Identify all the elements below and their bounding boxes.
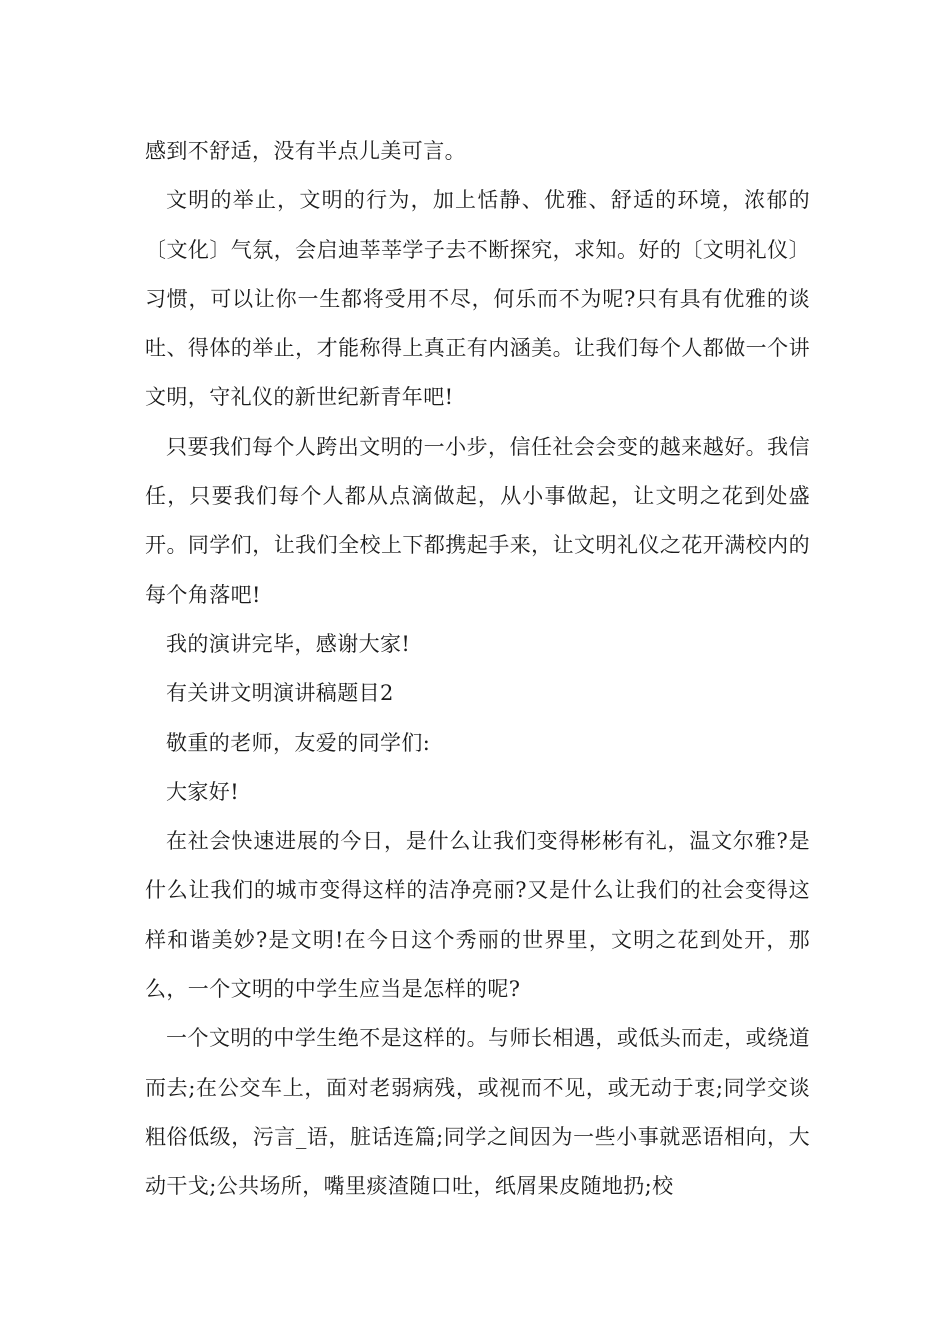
- section-title: 有关讲文明演讲稿题目2: [166, 681, 394, 706]
- salutation: 敬重的老师，友爱的同学们:: [166, 730, 431, 755]
- paragraph-4: 我的演讲完毕，感谢大家!: [166, 631, 411, 656]
- paragraph-1: 感到不舒适，没有半点儿美可言。: [145, 139, 466, 163]
- paragraph-2: 文明的举止，文明的行为，加上恬静、优雅、舒适的环境，浓郁的〔文化〕气氛，会启迪莘莘学子去不断探究，求知。好的〔文明礼仪〕习惯，可以让你一生都将受用不尽，何乐而不为呢?只有具有优雅的谈吐、得体的举止，才能称得上真正有内涵美。让我们每个人都做一个讲文明，守礼仪的新世纪新青年吧!: [145, 188, 810, 410]
- paragraph-8: 在社会快速进展的今日，是什么让我们变得彬彬有礼，温文尔雅?是什么让我们的城市变得这样的洁净亮丽?又是什么让我们的社会变得这样和谐美妙?是文明!在今日这个秀丽的世界里，文明之花到处开，那么，一个文明的中学生应当是怎样的呢?: [145, 829, 810, 1002]
- paragraph-9: 一个文明的中学生绝不是这样的。与师长相遇，或低头而走，或绕道而去;在公交车上，面对老弱病残，或视而不见，或无动于衷;同学交谈粗俗低级，污言_语，脏话连篇;同学之间因为一些小事就恶语相向，大动干戈;公共场所，嘴里痰渣随口吐，纸屑果皮随地扔;校: [145, 1026, 810, 1199]
- document-body: [145, 127, 810, 1212]
- greeting: 大家好!: [166, 779, 240, 804]
- paragraph-3: 只要我们每个人跨出文明的一小步，信任社会会变的越来越好。我信任，只要我们每个人都从点滴做起，从小事做起，让文明之花到处盛开。同学们，让我们全校上下都携起手来，让文明礼仪之花开满校内的每个角落吧!: [145, 434, 810, 607]
